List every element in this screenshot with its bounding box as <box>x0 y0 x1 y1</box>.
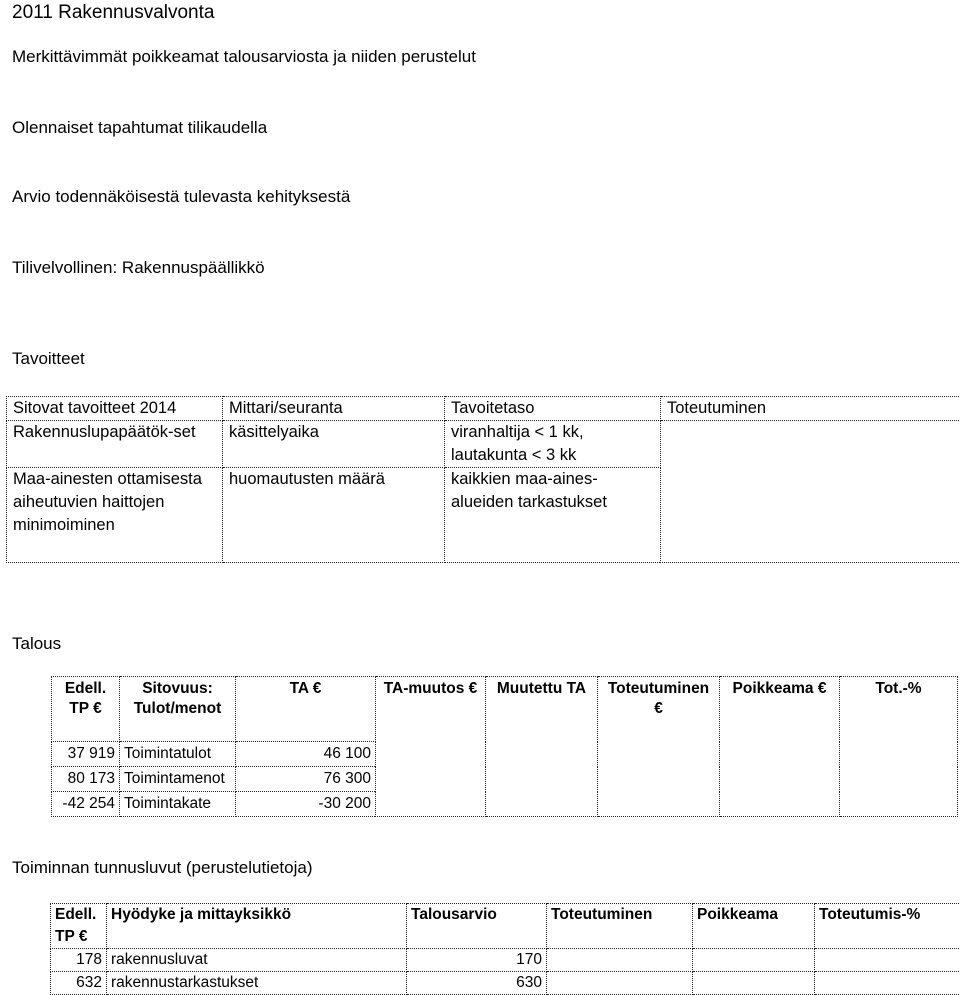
goals-cell: Rakennuslupapäätök-set <box>7 421 223 468</box>
kpi-header-cell: Toteutuminen <box>547 904 693 949</box>
heading-outlook: Arvio todennäköisestä tulevasta kehityksestä <box>12 187 351 206</box>
kpi-cell: 170 <box>407 949 547 972</box>
kpi-cell: 178 <box>51 949 107 972</box>
kpi-header-cell: Poikkeama <box>693 904 815 949</box>
kpi-row <box>51 972 960 995</box>
kpi-cell <box>693 972 815 995</box>
kpi-cell <box>815 949 960 972</box>
finance-heading: Talous <box>12 634 62 653</box>
page-title: 2011 Rakennusvalvonta <box>12 2 215 23</box>
kpi-cell <box>693 949 815 972</box>
responsible-line <box>12 258 265 278</box>
goals-heading: Tavoitteet <box>12 349 85 368</box>
kpi-header-cell: Edell. TP € <box>51 904 107 949</box>
kpi-header-cell: Toteutumis-% <box>815 904 960 949</box>
finance-header-cell: TA € <box>236 677 376 742</box>
finance-cell: 37 919 <box>52 742 120 767</box>
finance-header-cell: Muutettu TA <box>486 677 598 817</box>
finance-cell: Toimintakate <box>120 792 236 817</box>
finance-header-cell: Edell. TP € <box>52 677 120 742</box>
kpi-cell: 632 <box>51 972 107 995</box>
goals-cell: viranhaltija < 1 kk, lautakunta < 3 kk <box>445 421 661 468</box>
kpi-cell <box>547 949 693 972</box>
goals-cell: käsittelyaika <box>223 421 445 468</box>
goals-cell: Maa-ainesten ottamisesta aiheutuvien haittojen minimoiminen <box>7 468 223 563</box>
kpi-cell <box>547 972 693 995</box>
goals-header-cell: Mittari/seuranta <box>223 397 445 421</box>
finance-cell: 80 173 <box>52 767 120 792</box>
goals-header-row <box>7 397 960 421</box>
kpi-heading: Toiminnan tunnusluvut (perustelutietoja) <box>12 858 313 877</box>
kpi-cell: 630 <box>407 972 547 995</box>
kpi-row <box>51 949 960 972</box>
goals-cell: kaikkien maa-aines-alueiden tarkastukset <box>445 468 661 563</box>
goals-header-cell: Toteutuminen <box>661 397 960 421</box>
goals-cell: huomautusten määrä <box>223 468 445 563</box>
finance-cell: -30 200 <box>236 792 376 817</box>
responsible-value: Rakennuspäällikkö <box>121 258 265 277</box>
finance-cell: Toimintamenot <box>120 767 236 792</box>
goals-header-cell: Tavoitetaso <box>445 397 661 421</box>
heading-events: Olennaiset tapahtumat tilikaudella <box>12 118 268 137</box>
finance-header-cell: Sitovuus: Tulot/menot <box>120 677 236 742</box>
finance-cell: -42 254 <box>52 792 120 817</box>
finance-cell: 46 100 <box>236 742 376 767</box>
kpi-header-row <box>51 904 960 949</box>
heading-deviations: Merkittävimmät poikkeamat talousarviosta ja niiden perustelut <box>12 47 476 66</box>
kpi-header-cell: Talousarvio <box>407 904 547 949</box>
finance-cell: Toimintatulot <box>120 742 236 767</box>
finance-header-cell: Toteutuminen € <box>598 677 720 817</box>
finance-header-cell: Tot.-% <box>840 677 958 817</box>
kpi-cell: rakennustarkastukset <box>107 972 407 995</box>
kpi-header-cell: Hyödyke ja mittayksikkö <box>107 904 407 949</box>
goals-cell <box>661 421 960 563</box>
goals-header-cell: Sitovat tavoitteet 2014 <box>7 397 223 421</box>
goals-row <box>7 421 960 468</box>
responsible-label: Tilivelvollinen: <box>12 258 118 277</box>
finance-cell: 76 300 <box>236 767 376 792</box>
goals-table <box>6 396 960 563</box>
finance-table <box>51 676 958 817</box>
kpi-table <box>50 903 960 995</box>
finance-header-cell: TA-muutos € <box>376 677 486 817</box>
finance-header-row <box>52 677 958 742</box>
kpi-cell: rakennusluvat <box>107 949 407 972</box>
finance-header-cell: Poikkeama € <box>720 677 840 817</box>
kpi-cell <box>815 972 960 995</box>
